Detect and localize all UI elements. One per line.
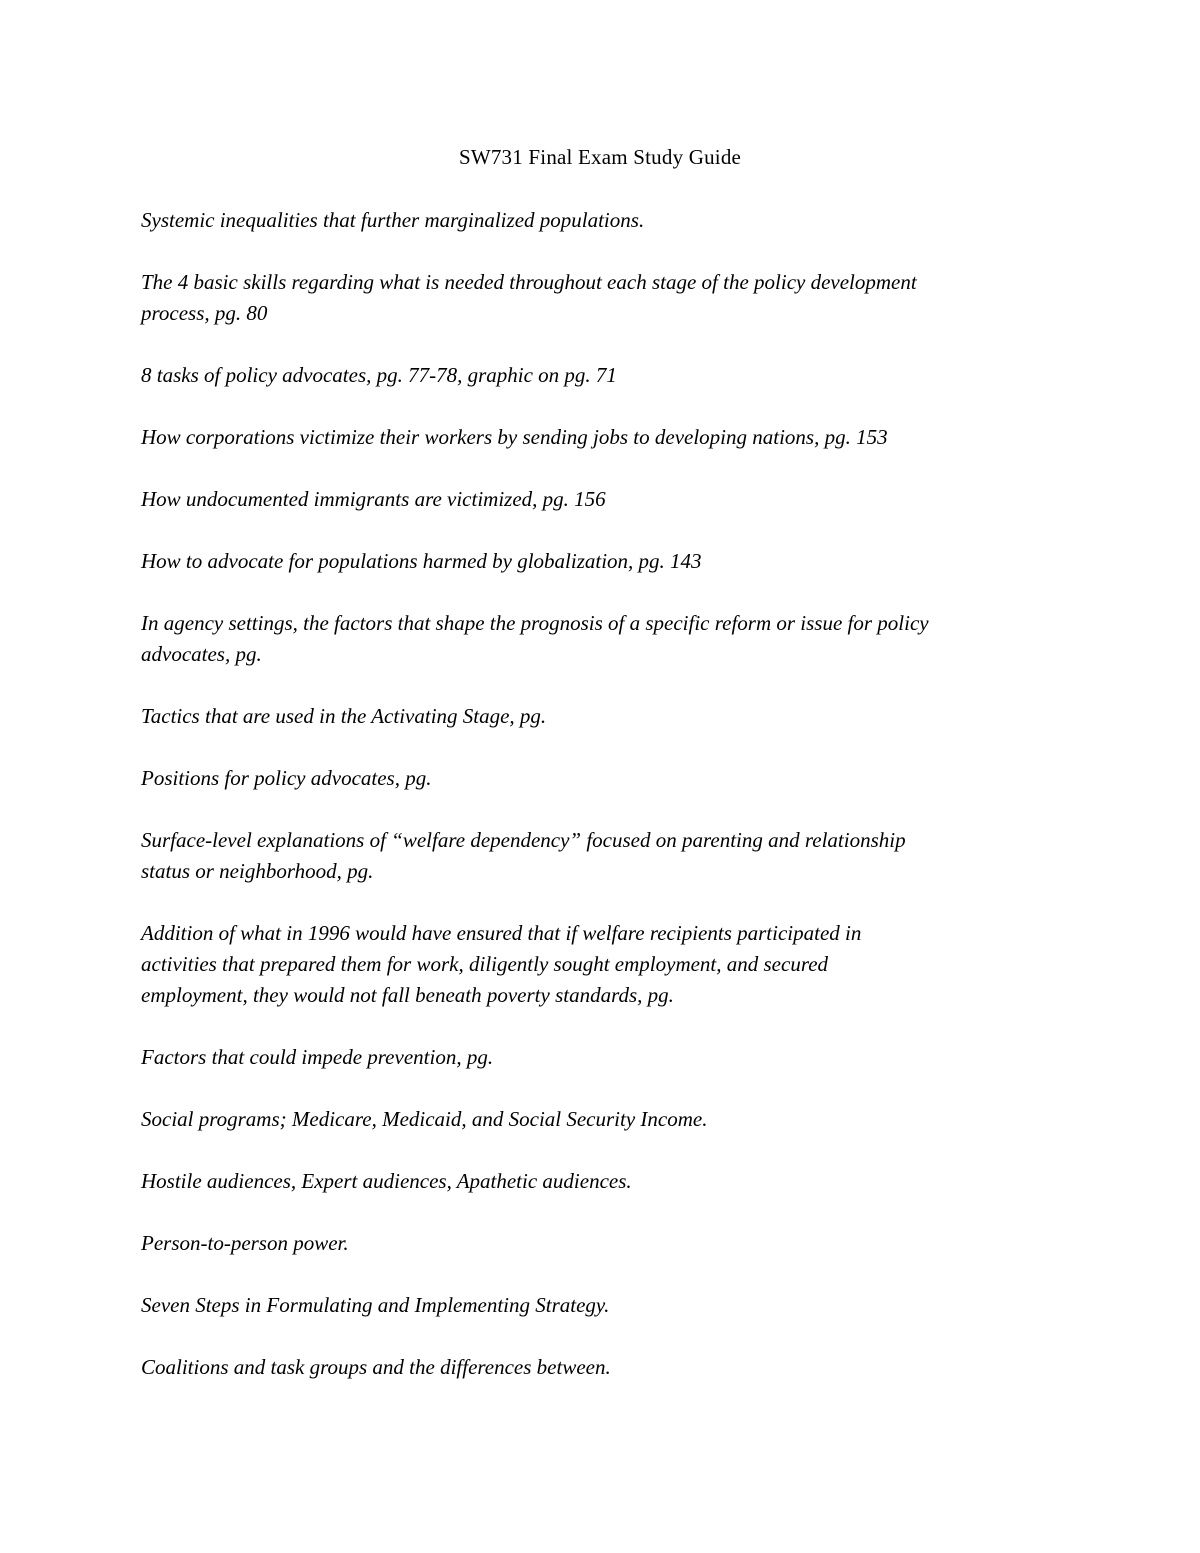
study-item: How undocumented immigrants are victimized, pg. 156 (141, 487, 606, 511)
study-item: Systemic inequalities that further marginalized populations. (141, 208, 645, 232)
study-item: Tactics that are used in the Activating Stage, pg. (141, 704, 547, 728)
study-item: How corporations victimize their workers by sending jobs to developing nations, pg. 153 (141, 425, 888, 449)
study-item: Factors that could impede prevention, pg. (141, 1045, 494, 1069)
study-item: 8 tasks of policy advocates, pg. 77-78, graphic on pg. 71 (141, 363, 617, 387)
study-item: Coalitions and task groups and the differences between. (141, 1355, 611, 1379)
study-item: Surface-level explanations of “welfare dependency” focused on parenting and relationship status or neighborhood, pg. (141, 828, 906, 883)
study-item: How to advocate for populations harmed by globalization, pg. 143 (141, 549, 702, 573)
study-guide-list (141, 205, 1056, 1414)
document-title: SW731 Final Exam Study Guide (458, 145, 742, 169)
study-item: Seven Steps in Formulating and Implementing Strategy. (141, 1293, 610, 1317)
study-item: Social programs; Medicare, Medicaid, and Social Security Income. (141, 1107, 708, 1131)
study-item: In agency settings, the factors that shape the prognosis of a specific reform or issue for policy advocates, pg. (141, 611, 929, 666)
study-item: The 4 basic skills regarding what is needed throughout each stage of the policy development process, pg. 80 (141, 270, 917, 325)
study-item: Addition of what in 1996 would have ensured that if welfare recipients participated in activities that prepared them for work, diligently sought employment, and secured employment, they would not fall beneath poverty standards, pg. (141, 921, 862, 1007)
study-item: Positions for policy advocates, pg. (141, 766, 432, 790)
study-item: Person-to-person power. (141, 1231, 349, 1255)
study-item: Hostile audiences, Expert audiences, Apathetic audiences. (141, 1169, 632, 1193)
